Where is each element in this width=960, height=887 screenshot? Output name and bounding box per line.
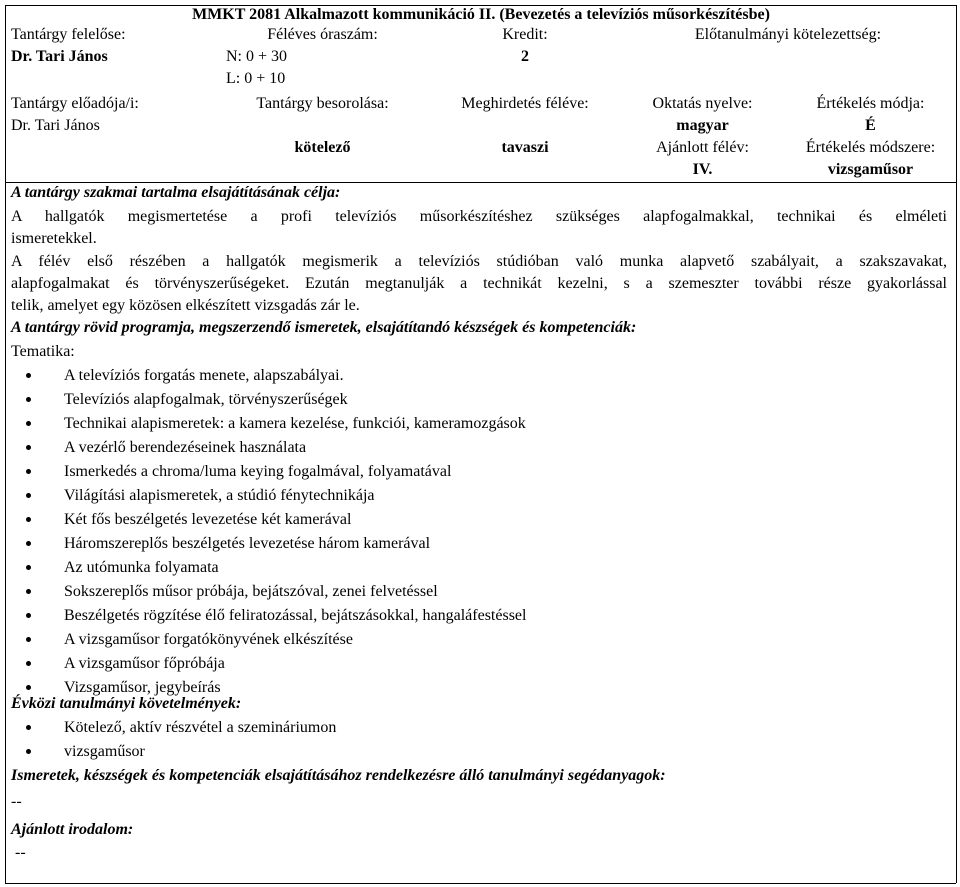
besorolas-label: Tantárgy besorolása:: [256, 95, 389, 112]
tematika-label: Tematika:: [11, 343, 75, 360]
tematika-item: Technikai alapismeretek: a kamera kezelése, funkciói, kameramozgások: [0, 414, 956, 438]
besorolas-value: kötelező: [294, 139, 351, 156]
oraszam-l-value: L: 0 + 10: [226, 70, 286, 87]
tematika-item: Beszélgetés rögzítése élő feliratozással, bejátszásokkal, hangaláfestéssel: [0, 606, 956, 630]
bullet-icon: [26, 749, 31, 754]
bullet-icon: [26, 493, 31, 498]
cel-heading: A tantárgy szakmai tartalma elsajátításának célja:: [11, 184, 341, 201]
tematika-item: Két fős beszélgetés levezetése két kamerával: [0, 510, 956, 534]
ajanlott-felev-value: IV.: [692, 161, 713, 178]
irodalom-heading: Ajánlott irodalom:: [11, 821, 134, 838]
cel-paragraph-2-line-1: A félév első részében a hallgatók megismerik a televíziós stúdióban való munka alapvető szabályait, a szakszavakat,: [11, 253, 947, 270]
felelos-value: Dr. Tari János: [11, 48, 108, 65]
felelos-label: Tantárgy felelőse:: [11, 26, 126, 43]
course-title: MMKT 2081 Alkalmazott kommunikáció II. (Bevezetés a televíziós műsorkészítésbe): [192, 6, 770, 23]
bullet-icon: [26, 613, 31, 618]
eloado-value: Dr. Tari János: [11, 117, 100, 134]
evkozi-item: vizsgaműsor: [0, 742, 956, 766]
bullet-icon: [26, 517, 31, 522]
tematika-item: A vizsgaműsor forgatókönyvének elkészítése: [0, 630, 956, 654]
ertekeles-modszere-label: Értékelés módszere:: [805, 139, 936, 156]
tematika-item: Ismerkedés a chroma/luma keying fogalmával, folyamatával: [0, 462, 956, 486]
bullet-icon: [26, 589, 31, 594]
bullet-icon: [26, 469, 31, 474]
bullet-icon: [26, 397, 31, 402]
tematika-item: A vezérlő berendezéseinek használata: [0, 438, 956, 462]
segedanyag-heading: Ismeretek, készségek és kompetenciák elsajátításához rendelkezésre álló tanulmányi segédanyagok:: [11, 767, 666, 784]
oraszam-n-value: N: 0 + 30: [226, 48, 288, 65]
elotanulmany-label: Előtanulmányi kötelezettség:: [694, 26, 882, 43]
ajanlott-felev-label: Ajánlott félév:: [656, 139, 749, 156]
eloado-label: Tantárgy előadója/i:: [11, 95, 139, 112]
table-border-bottom: [5, 883, 956, 884]
tematika-item: Háromszereplős beszélgetés levezetése három kamerával: [0, 534, 956, 558]
bullet-icon: [26, 373, 31, 378]
irodalom-value: --: [15, 844, 26, 861]
bullet-icon: [26, 445, 31, 450]
ertekeles-modja-value: É: [865, 117, 876, 134]
tematika-item: Televíziós alapfogalmak, törvényszerűségek: [0, 390, 956, 414]
bullet-icon: [26, 541, 31, 546]
bullet-icon: [26, 637, 31, 642]
bullet-icon: [26, 565, 31, 570]
tematika-item: Az utómunka folyamata: [0, 558, 956, 582]
bullet-icon: [26, 725, 31, 730]
cel-paragraph-1-line-2: ismeretekkel.: [11, 230, 97, 247]
meghirdetes-value: tavaszi: [501, 139, 549, 156]
kredit-value: 2: [521, 48, 529, 65]
evkozi-list: [0, 718, 956, 766]
meghirdetes-label: Meghirdetés féléve:: [461, 95, 589, 112]
tematika-item: A vizsgaműsor főpróbája: [0, 654, 956, 678]
cel-paragraph-2-line-2: alapfogalmakat és törvényszerűségeket. Ezután megtanulják a technikát kezelni, s a szemeszter további része gyakorlással: [11, 275, 947, 292]
program-heading: A tantárgy rövid programja, megszerzendő ismeretek, elsajátítandó készségek és kompetenciák:: [11, 319, 637, 336]
nyelv-label: Oktatás nyelve:: [652, 95, 753, 112]
cel-paragraph-2-line-3: telik, amelyet egy közösen elkészített vizsgadás zár le.: [11, 297, 360, 314]
tematika-item: Vizsgaműsor, jegybeírás: [0, 678, 956, 702]
oraszam-label: Féléves óraszám:: [267, 26, 378, 43]
bullet-icon: [26, 661, 31, 666]
ertekeles-modszere-value: vizsgaműsor: [827, 161, 914, 178]
bullet-icon: [26, 421, 31, 426]
tematika-item: Sokszereplős műsor próbája, bejátszóval, zenei felvetéssel: [0, 582, 956, 606]
tematika-item: Világítási alapismeretek, a stúdió fénytechnikája: [0, 486, 956, 510]
table-border-right: [956, 5, 957, 883]
evkozi-item: Kötelező, aktív részvétel a szemináriumon: [0, 718, 956, 742]
tematika-list: [0, 366, 956, 702]
cel-paragraph-1-line-1: A hallgatók megismertetése a profi televíziós műsorkészítéshez szükséges alapfogalmakkal, technikai és elméleti: [11, 208, 947, 225]
segedanyag-value: --: [11, 793, 22, 810]
bullet-icon: [26, 685, 31, 690]
tematika-item: A televíziós forgatás menete, alapszabályai.: [0, 366, 956, 390]
nyelv-value: magyar: [676, 117, 729, 134]
kredit-label: Kredit:: [502, 26, 548, 43]
ertekeles-modja-label: Értékelés módja:: [816, 95, 925, 112]
evkozi-heading: Évközi tanulmányi követelmények:: [11, 695, 242, 712]
